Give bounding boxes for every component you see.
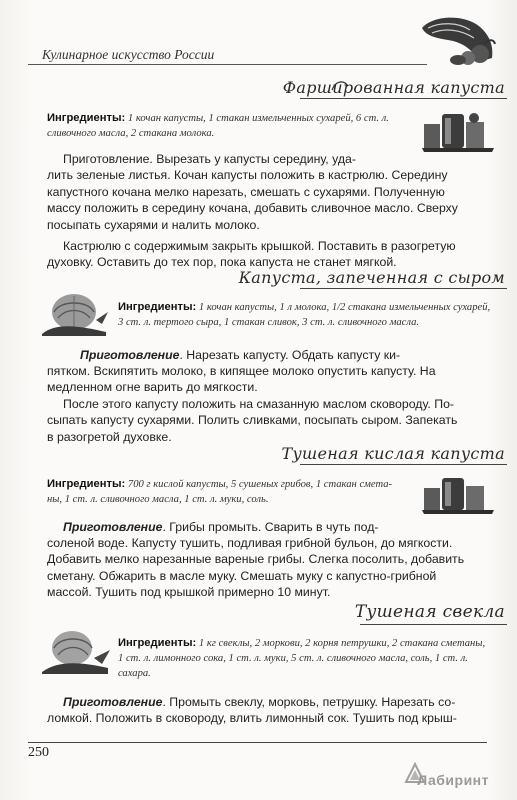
ingredients-text: 1 кг свеклы, 2 моркови, 2 корня петрушки, 2 стакана сметаны, (198, 638, 486, 649)
watermark-text: Лабиринт (417, 772, 489, 788)
page-number: 250 (28, 745, 49, 760)
preparation-text (47, 151, 493, 233)
text-line: массу положить в середину кочана, добавить сливочное масло. Сверху (47, 201, 458, 216)
text-line: соленой воде. Капусту тушить, подливая грибной бульон, до мягкости. (47, 536, 453, 550)
preparation-label: Приготовление (80, 348, 180, 362)
text-line: сметану. Обжарить в масле муку. Смешать муку с капустно-грибной (47, 568, 437, 583)
recipe-title: Тушеная свекла (354, 602, 505, 622)
text-line: в разогретой духовке. (47, 429, 172, 444)
ingredients-label: Ингредиенты: (47, 112, 126, 124)
vegetables-illustration-icon (40, 626, 112, 676)
ingredients-label: Ингредиенты: (118, 637, 197, 649)
recipe-title: Тушеная кислая капуста (281, 444, 505, 463)
ingredients-block (118, 636, 498, 682)
preparation-text (63, 519, 493, 535)
preparation-text (80, 347, 493, 363)
title-rule (360, 624, 507, 625)
preparation-text (47, 535, 493, 601)
ingredients-text: ны, 1 ст. л. сливочного масла, 1 ст. л. муки, соль. (47, 494, 269, 506)
cookware-illustration-icon (418, 104, 498, 154)
text-line (63, 519, 493, 535)
ingredients-text: сахара. (118, 668, 151, 680)
ingredients-text: 700 г кислой капусты, 5 сушеных грибов, 1 стакан смета- (127, 479, 393, 490)
text-line (63, 694, 493, 710)
ingredients-block (47, 477, 417, 507)
text-line-rest: . Нарезать капусту. Обдать капусту ки- (179, 348, 401, 362)
text-line (80, 347, 493, 363)
ingredients-block (47, 111, 417, 141)
preparation-text (47, 238, 493, 271)
text-line: массой. Тушить под крышкой примерно 10 минут. (47, 585, 331, 600)
ingredients-text: 1 кочан капусты, 1 л молока, 1/2 стакана измельченных сухарей, (198, 302, 491, 313)
preparation-label: Приготовление (63, 520, 163, 534)
running-head: Кулинарное искусство России (42, 47, 215, 62)
text-line: Приготовление. Вырезать у капусты середину, уда- (63, 152, 356, 166)
cookware-illustration-icon (418, 470, 498, 516)
title-rule (300, 98, 507, 99)
footer-rule (28, 742, 487, 743)
preparation-text (47, 363, 493, 445)
text-line: медленном огне варить до мягкости. (47, 380, 258, 395)
ingredients-label: Ингредиенты: (47, 478, 126, 490)
recipe-title: Фаршированная капуста (282, 78, 505, 97)
preparation-text (63, 694, 493, 710)
text-line: сыпать капусту сухарями. Полить сливками, посыпать сыром. Запекать (47, 413, 458, 428)
ingredients-block (118, 300, 498, 330)
preparation-text (47, 710, 493, 726)
cabbage-illustration-icon (40, 290, 112, 338)
text-line: пятком. Вскипятить молоко, в кипящее молоко опустить капусту. На (47, 364, 436, 378)
text-line: посыпать сухарями и налить молоко. (47, 217, 260, 232)
preparation-label: Приготовление (63, 695, 163, 709)
ingredients-label: Ингредиенты: (118, 301, 197, 313)
cornucopia-icon (418, 14, 496, 66)
text-line: капустного кочана мелко нарезать, смешать с сухарями. Полученную (47, 184, 445, 199)
text-line-rest: . Грибы промыть. Сварить в чуть под- (162, 520, 379, 534)
title-rule (300, 288, 507, 289)
title-rule (300, 464, 507, 465)
ingredients-text: 3 ст. л. тертого сыра, 1 стакан сливок, 3 ст. л. сливочного масла. (118, 317, 420, 329)
text-line: Кастрюлю с содержимым закрыть крышкой. Поставить в разогретую (63, 239, 456, 253)
ingredients-text: 1 ст. л. лимонного сока, 1 ст. л. муки, 5 ст. л. сливочного масла, соль, 1 ст. л. (118, 653, 468, 665)
header-rule (28, 64, 427, 65)
text-line-rest: . Промыть свеклу, морковь, петрушку. Нарезать со- (162, 695, 456, 709)
recipe-title: Капуста, запеченная с сыром (238, 268, 505, 287)
text-line: ломкой. Положить в сковороду, влить лимонный сок. Тушить под крыш- (47, 711, 457, 725)
text-line: духовку. Оставить до тех пор, пока капуста не станет мягкой. (47, 255, 397, 270)
text-line: лить зеленые листья. Кочан капусты положить в кастрюлю. Середину (47, 168, 448, 183)
ingredients-text: 1 кочан капусты, 1 стакан измельченных сухарей, 6 ст. л. (127, 113, 389, 124)
text-line: Добавить мелко нарезанные вареные грибы. Слегка посолить, добавить (47, 552, 465, 567)
text-line: После этого капусту положить на смазанную маслом сковороду. По- (63, 396, 455, 411)
ingredients-text: сливочного масла, 2 стакана молока. (47, 128, 215, 140)
